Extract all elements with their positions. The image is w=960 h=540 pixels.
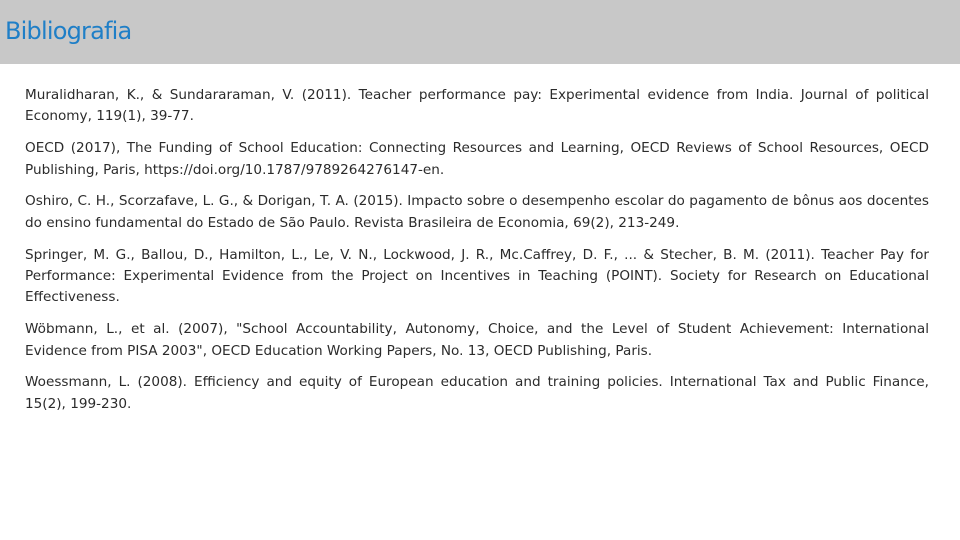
reference-item: Springer, M. G., Ballou, D., Hamilton, L., Le, V. N., Lockwood, J. R., Mc.Caffrey, D. F., ... & Stecher, B. M. (2011). Teacher Pay for Performance: Experimental Evidence from the Project on Incentives in Teaching (POINT). Society for Research on Educational Effectiveness. bbox=[25, 246, 929, 306]
reference-item: Muralidharan, K., & Sundararaman, V. (2011). Teacher performance pay: Experimental evidence from India. Journal of political Economy, 119(1), 39-77. bbox=[25, 87, 929, 125]
reference-list bbox=[25, 85, 929, 426]
reference-item: OECD (2017), The Funding of School Education: Connecting Resources and Learning, OECD Reviews of School Resources, OECD Publishing, Paris, https://doi.org/10.1787/9789264276147-en. bbox=[25, 140, 929, 178]
title-bar bbox=[0, 0, 960, 64]
reference-item: Wöbmann, L., et al. (2007), "School Accountability, Autonomy, Choice, and the Level of Student Achievement: International Evidence from PISA 2003", OECD Education Working Papers, No. 13, OECD Publishing, Paris. bbox=[25, 321, 929, 359]
reference-item: Woessmann, L. (2008). Efficiency and equity of European education and training policies. International Tax and Public Finance, 15(2), 199-230. bbox=[25, 374, 929, 412]
page-title: Bibliografia bbox=[5, 17, 132, 45]
reference-item: Oshiro, C. H., Scorzafave, L. G., & Dorigan, T. A. (2015). Impacto sobre o desempenho escolar do pagamento de bônus aos docentes do ensino fundamental do Estado de São Paulo. Revista Brasileira de Economia, 69(2), 213-249. bbox=[25, 193, 929, 231]
